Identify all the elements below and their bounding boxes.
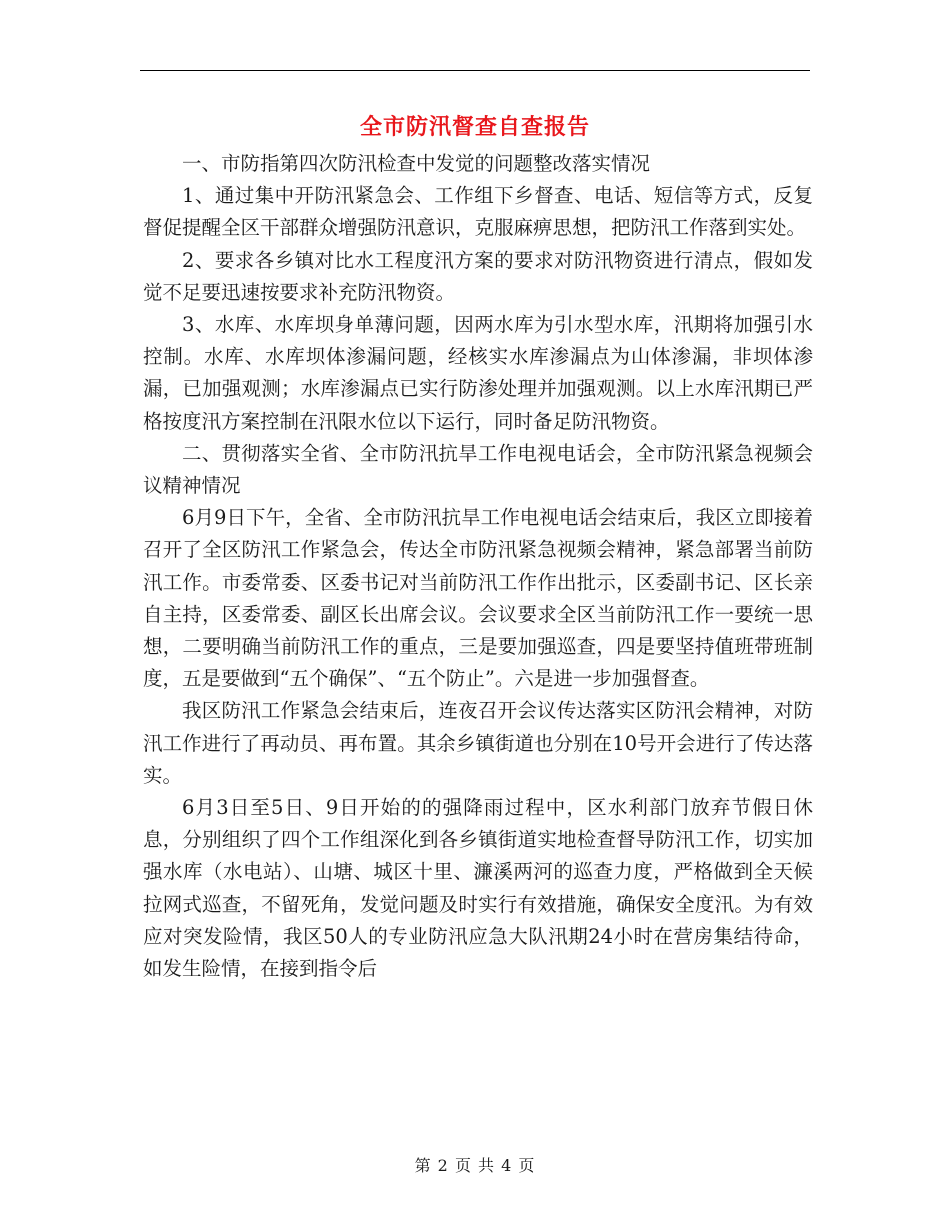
section-heading-1: 一、市防指第四次防汛检查中发觉的问题整改落实情况 [182, 152, 651, 175]
paragraph-rainfall: 6月3日至5日、9日开始的的强降雨过程中，区水利部门放弃节假日休息，分别组织了四个工作组深化到各乡镇街道实地检查督导防汛工作，切实加强水库（水电站）、山塘、城区十里、濂溪两河的巡查力度，严格做到全天候拉网式巡查，不留死角，发觉问题及时实行有效措施，确保安全度汛。为有效应对突发险情，我区50人的专业防汛应急大队汛期24小时在营房集结待命，如发生险情，在接到指令后 [143, 796, 813, 981]
paragraph-item-2: 2、要求各乡镇对比水工程度汛方案的要求对防汛物资进行清点，假如发觉不足要迅速按要求补充防汛物资。 [143, 248, 813, 304]
section-heading-2: 二、贯彻落实全省、全市防汛抗旱工作电视电话会，全市防汛紧急视频会议精神情况 [143, 441, 813, 498]
header-rule [140, 70, 810, 71]
document-body [143, 148, 813, 985]
page-number: 第 2 页 共 4 页 [414, 1156, 536, 1175]
paragraph-item-3: 3、水库、水库坝身单薄问题，因两水库为引水型水库，汛期将加强引水控制。水库、水库坝体渗漏问题，经核实水库渗漏点为山体渗漏，非坝体渗漏，已加强观测；水库渗漏点已实行防渗处理并加强观测。以上水库汛期已严格按度汛方案控制在汛限水位以下运行，同时备足防汛物资。 [143, 313, 813, 433]
paragraph-followup: 我区防汛工作紧急会结束后，连夜召开会议传达落实区防汛会精神，对防汛工作进行了再动员、再布置。其余乡镇街道也分别在10号开会进行了传达落实。 [143, 699, 813, 787]
paragraph-meeting: 6月9日下午，全省、全市防汛抗旱工作电视电话会结束后，我区立即接着召开了全区防汛工作紧急会，传达全市防汛紧急视频会精神，紧急部署当前防汛工作。市委常委、区委书记对当前防汛工作作出批示，区委副书记、区长亲自主持，区委常委、副区长出席会议。会议要求全区当前防汛工作一要统一思想，二要明确当前防汛工作的重点，三是要加强巡查，四是要坚持值班带班制度，五是要做到“五个确保”、“五个防止”。六是进一步加强督查。 [143, 506, 813, 691]
document-title: 全市防汛督查自查报告 [359, 114, 590, 140]
paragraph-item-1: 1、通过集中开防汛紧急会、工作组下乡督查、电话、短信等方式，反复督促提醒全区干部群众增强防汛意识，克服麻痹思想，把防汛工作落到实处。 [143, 184, 813, 240]
